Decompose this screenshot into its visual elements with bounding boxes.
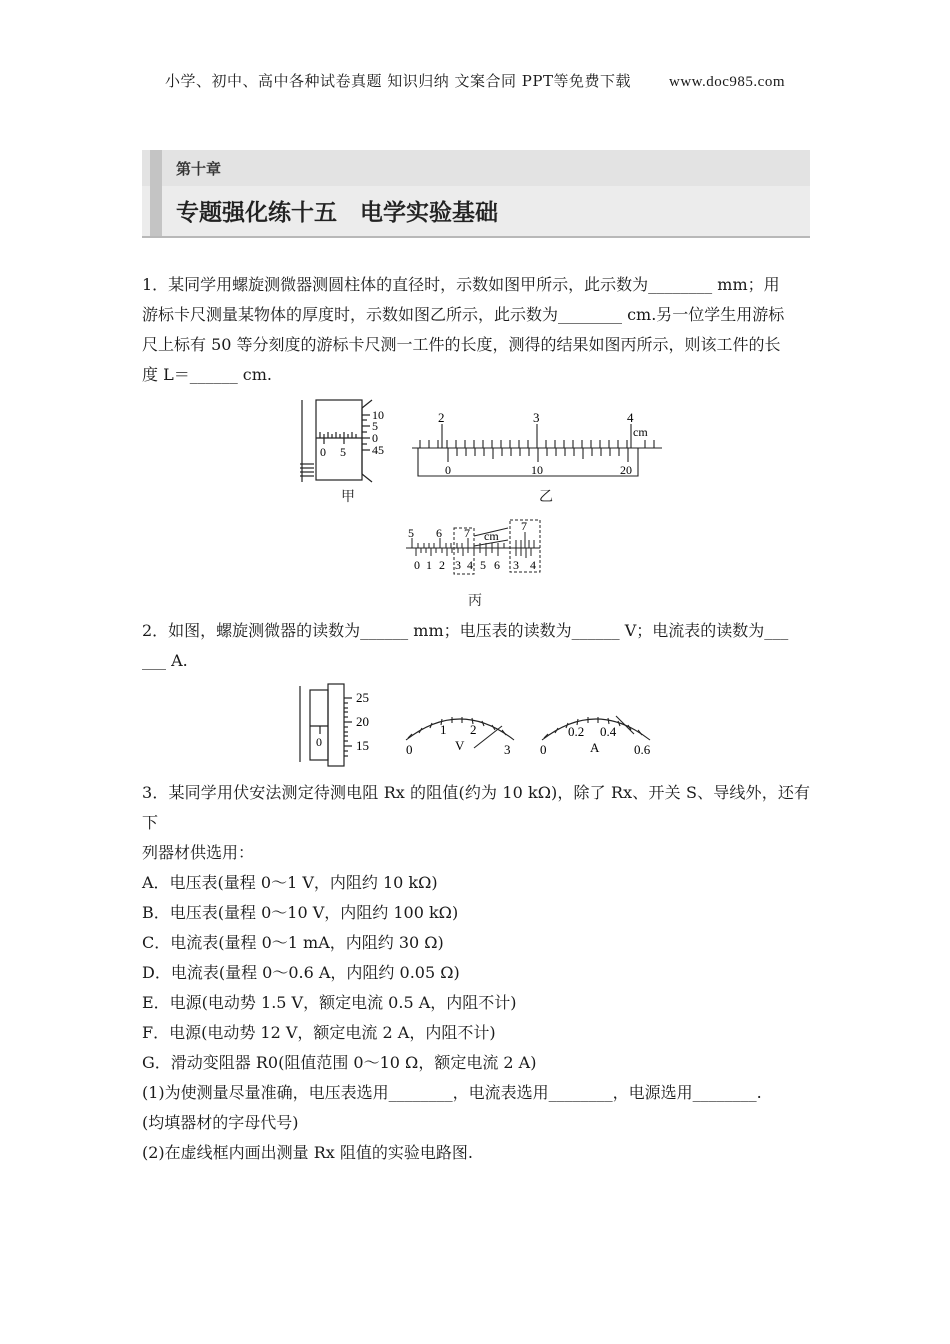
figure-yi-label: 乙 (539, 489, 553, 505)
jia-thimble-tick: 45 (372, 443, 384, 457)
q3-option: E．电源(电动势 1.5 V，额定电流 0.5 A，内阻不计) (142, 993, 517, 1012)
ammeter-tick: 0.6 (634, 742, 651, 757)
q3-sub: (2)在虚线框内画出测量 Rx 阻值的实验电路图. (142, 1143, 473, 1162)
bing-vernier-tick: 5 (480, 558, 486, 572)
ammeter-tick: 0 (540, 742, 547, 757)
figure-jia-micrometer (296, 398, 396, 488)
bing-vernier-tick: 3 (455, 558, 461, 572)
jia-thimble-tick: 5 (372, 419, 378, 433)
yi-unit: cm (633, 425, 648, 439)
bing-zoom-tick: 3 (513, 558, 519, 572)
yi-main-tick: 2 (438, 410, 445, 425)
jia-main-tick: 5 (340, 445, 346, 459)
q1-line: 度 L＝______ cm. (142, 365, 273, 384)
q1-line: 1．某同学用螺旋测微器测圆柱体的直径时，示数如图甲所示，此示数为________ mm；用 (142, 275, 780, 294)
banner-bar (150, 150, 162, 238)
yi-vernier-tick: 10 (531, 463, 543, 477)
figure-yi-caliper (412, 410, 662, 482)
voltmeter-unit: V (455, 738, 465, 753)
jia-thimble-tick: 10 (372, 408, 384, 422)
bing-vernier-tick: 4 (467, 558, 473, 572)
figure-jia-label: 甲 (341, 489, 355, 505)
bing-vernier-tick: 0 (414, 558, 420, 572)
q2-thimble-tick: 25 (356, 690, 369, 705)
q3-option: B．电压表(量程 0～10 V，内阻约 100 kΩ) (142, 903, 459, 922)
question-3 (142, 778, 810, 1168)
header-text: 小学、初中、高中各种试卷真题 知识归纳 文案合同 PPT等免费下载 (164, 72, 631, 90)
yi-vernier-tick: 20 (620, 463, 632, 477)
page-header (0, 70, 950, 91)
bing-unit: cm (484, 529, 499, 543)
banner-shade (142, 150, 810, 186)
yi-main-tick: 3 (533, 410, 540, 425)
ammeter-tick: 0.2 (568, 724, 585, 739)
q3-sub: (均填器材的字母代号) (142, 1113, 299, 1132)
jia-thimble-tick: 0 (372, 431, 378, 445)
q2-thimble-tick: 15 (356, 738, 369, 753)
question-1 (142, 270, 810, 390)
q2-line: ___ A. (142, 651, 188, 670)
q2-thimble-tick: 20 (356, 714, 369, 729)
q3-line: 列器材供选用： (142, 843, 255, 862)
figure-bing-label: 丙 (468, 593, 482, 609)
question-2 (142, 616, 810, 676)
q3-option: G．滑动变阻器 R0(阻值范围 0～10 Ω，额定电流 2 A) (142, 1053, 537, 1072)
q2-line: 2．如图，螺旋测微器的读数为______ mm；电压表的读数为______ V；电流表的读数为___ (142, 621, 789, 640)
bing-main-tick: 6 (436, 526, 442, 540)
bing-zoom-tick: 4 (530, 558, 536, 572)
yi-vernier-tick: 0 (445, 463, 451, 477)
figure-voltmeter (398, 704, 522, 758)
q3-line: 3．某同学用伏安法测定待测电阻 Rx 的阻值(约为 10 kΩ)，除了 Rx、开关 S、导线外，还有下 (142, 783, 810, 832)
yi-main-tick: 4 (627, 410, 634, 425)
bing-vernier-tick: 6 (494, 558, 500, 572)
voltmeter-tick: 0 (406, 742, 413, 757)
ammeter-tick: 0.4 (600, 724, 617, 739)
chapter-label: 第十章 (176, 160, 222, 178)
voltmeter-tick: 3 (504, 742, 511, 757)
voltmeter-tick: 1 (440, 722, 447, 737)
figure-q2-micrometer (294, 682, 394, 768)
bing-main-tick: 7 (464, 526, 470, 540)
q3-option: A．电压表(量程 0～1 V，内阻约 10 kΩ) (142, 873, 438, 892)
page-title: 专题强化练十五 电学实验基础 (176, 200, 498, 226)
q2-main-tick: 0 (316, 735, 322, 749)
figure-ammeter (534, 704, 660, 758)
banner-divider (142, 236, 810, 238)
bing-vernier-tick: 2 (439, 558, 445, 572)
bing-zoom-top: 7 (521, 519, 527, 533)
q3-option: F．电源(电动势 12 V，额定电流 2 A，内阻不计) (142, 1023, 496, 1042)
jia-main-tick: 0 (320, 445, 326, 459)
q1-line: 游标卡尺测量某物体的厚度时，示数如图乙所示，此示数为________ cm.另一位学生用游标 (142, 305, 785, 324)
bing-main-tick: 5 (408, 526, 414, 540)
q1-line: 尺上标有 50 等分刻度的游标卡尺测一工件的长度，测得的结果如图丙所示，则该工件的长 (142, 335, 781, 354)
header-site: www.doc985.com (668, 74, 785, 90)
chapter-banner (142, 150, 810, 238)
q3-sub: (1)为使测量尽量准确，电压表选用________，电流表选用________，电源选用________. (142, 1083, 762, 1102)
bing-vernier-tick: 1 (426, 558, 432, 572)
q3-option: C．电流表(量程 0～1 mA，内阻约 30 Ω) (142, 933, 444, 952)
q3-option: D．电流表(量程 0～0.6 A，内阻约 0.05 Ω) (142, 963, 460, 982)
ammeter-unit: A (590, 740, 600, 755)
voltmeter-tick: 2 (470, 722, 477, 737)
figure-bing-caliper (404, 518, 548, 578)
